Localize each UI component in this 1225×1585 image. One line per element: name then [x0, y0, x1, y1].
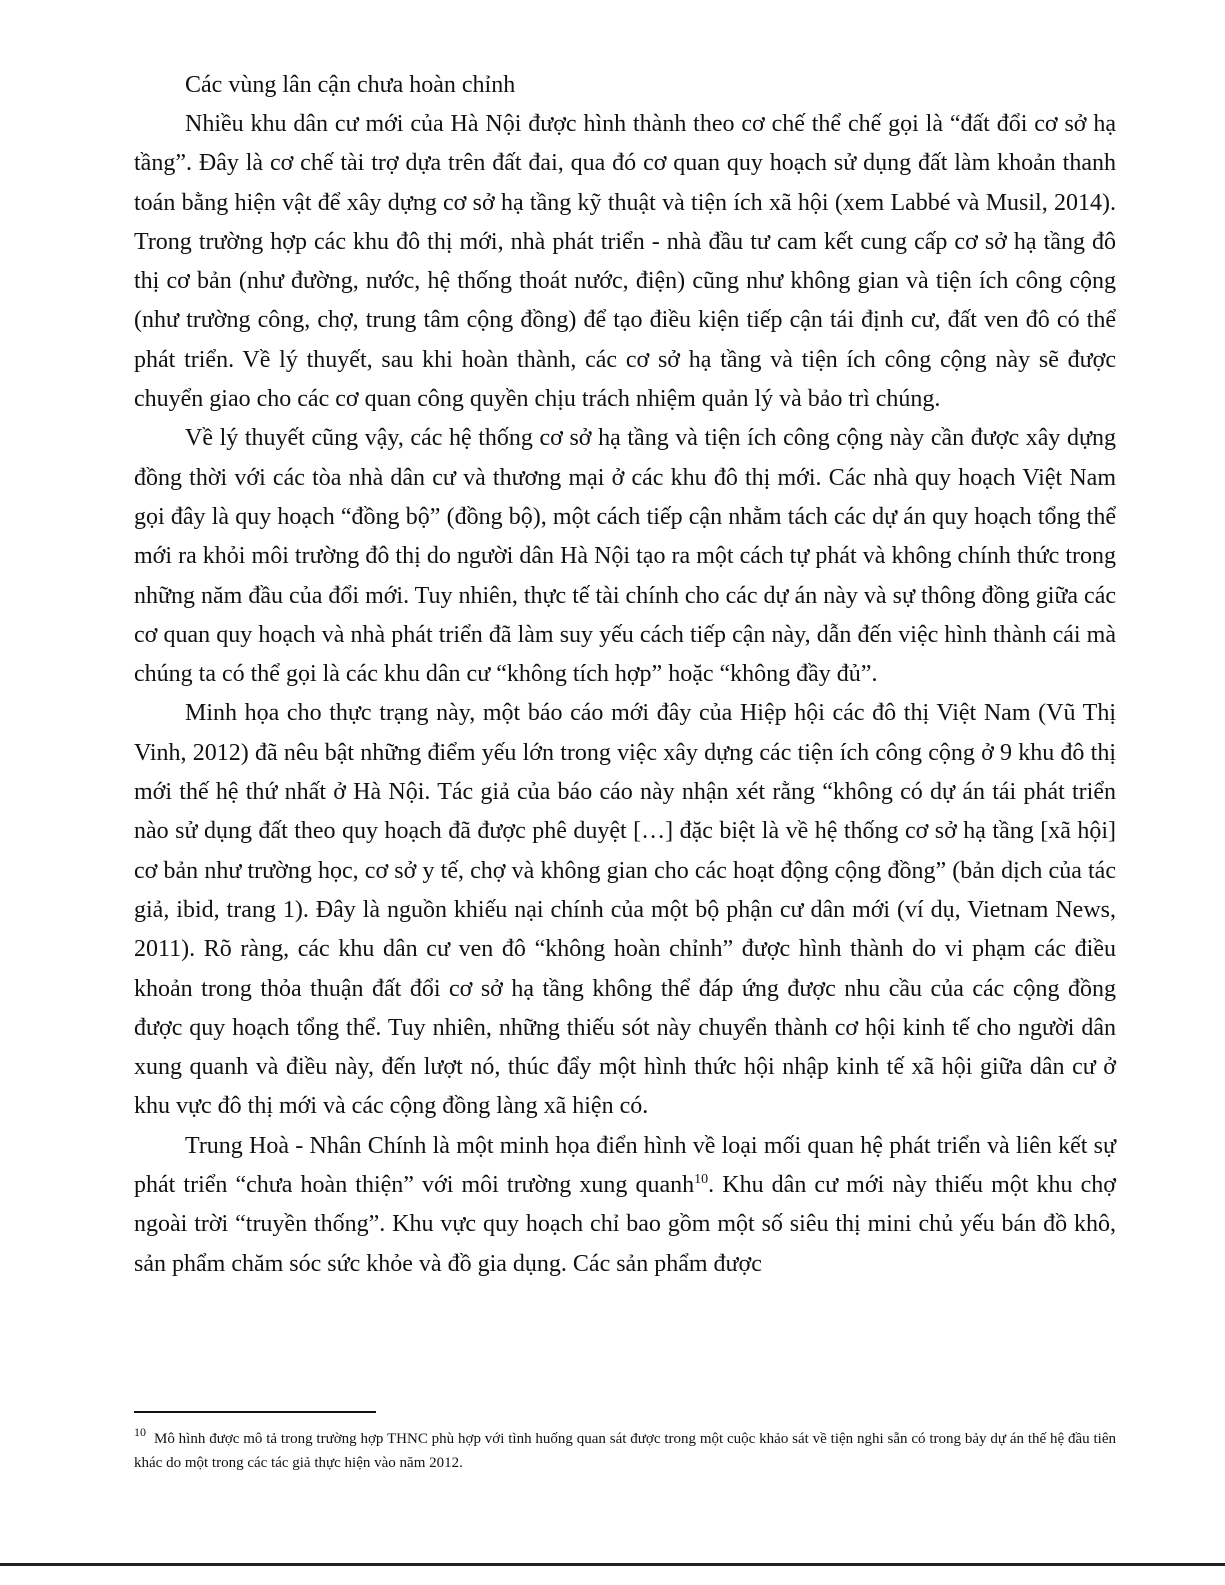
section-heading: Các vùng lân cận chưa hoàn chỉnh [185, 72, 516, 98]
paragraph-text-after-ref: . Khu dân cư mới này thiếu một khu chợ ngoài trời “truyền thống”. Khu vực quy hoạch chỉ bao gồm một số siêu thị mini chủ yếu bán đồ khô, sản phẩm chăm sóc sức khỏe và đồ gia dụng. Các sản phẩm được [134, 1172, 1117, 1277]
paragraph-text-before-ref: Trung Hoà - Nhân Chính là một minh họa điển hình về loại mối quan hệ phát triển và liên kết sự phát triển “chưa hoàn thiện” với môi trường xung quanh [134, 1132, 1116, 1199]
document-body [134, 66, 1116, 1284]
footnote-number: 10 [134, 1425, 146, 1439]
paragraph-trung-hoa-nhan-chinh [134, 1127, 1116, 1284]
footnote-separator [134, 1411, 376, 1413]
paragraph-land-for-infrastructure: Nhiều khu dân cư mới của Hà Nội được hình thành theo cơ chế thể chế gọi là “đất đổi cơ sở hạ tầng”. Đây là cơ chế tài trợ dựa trên đất đai, qua đó cơ quan quy hoạch sử dụng đất làm khoản thanh toán bằng hiện vật để xây dựng cơ sở hạ tầng kỹ thuật và tiện ích xã hội (xem Labbé và Musil, 2014). Trong trường hợp các khu đô thị mới, nhà phát triển - nhà đầu tư cam kết cung cấp cơ sở hạ tầng đô thị cơ bản (như đường, nước, hệ thống thoát nước, điện) cũng như không gian và tiện ích công cộng (như trường công, chợ, trung tâm cộng đồng) để tạo điều kiện tiếp cận tái định cư, đất ven đô có thể phát triển. Về lý thuyết, sau khi hoàn thành, các cơ sở hạ tầng và tiện ích công cộng này sẽ được chuyển giao cho các cơ quan công quyền chịu trách nhiệm quản lý và bảo trì chúng. [134, 111, 1116, 413]
footnote-reference[interactable]: 10 [694, 1172, 709, 1188]
footnote-text: Mô hình được mô tả trong trường hợp THNC phù hợp với tình huống quan sát được trong một cuộc khảo sát về tiện nghi sẵn có trong bảy dự án thế hệ đầu tiên khác do một trong các tác giả thực hiện vào năm 2012. [134, 1431, 1116, 1471]
page-bottom-border [0, 1563, 1225, 1566]
paragraph-association-report: Minh họa cho thực trạng này, một báo cáo mới đây của Hiệp hội các đô thị Việt Nam (Vũ Thị Vinh, 2012) đã nêu bật những điểm yếu lớn trong việc xây dựng các tiện ích công cộng ở 9 khu đô thị mới thế hệ thứ nhất ở Hà Nội. Tác giả của báo cáo này nhận xét rằng “không có dự án tái phát triển nào sử dụng đất theo quy hoạch đã được phê duyệt […] đặc biệt là về hệ thống cơ sở hạ tầng [xã hội] cơ bản như trường học, cơ sở y tế, chợ và không gian cho các hoạt động cộng đồng” (bản dịch của tác giả, ibid, trang 1). Đây là nguồn khiếu nại chính của một bộ phận cư dân mới (ví dụ, Vietnam News, 2011). Rõ ràng, các khu dân cư ven đô “không hoàn chỉnh” được hình thành do vi phạm các điều khoản trong thỏa thuận đất đổi cơ sở hạ tầng không thể đáp ứng được nhu cầu của các cộng đồng được quy hoạch tổng thể. Tuy nhiên, những thiếu sót này chuyển thành cơ hội kinh tế cho người dân xung quanh và điều này, đến lượt nó, thúc đẩy một hình thức hội nhập kinh tế xã hội giữa dân cư ở khu vực đô thị mới và các cộng đồng làng xã hiện có. [134, 700, 1116, 1120]
paragraph-synchronous-planning: Về lý thuyết cũng vậy, các hệ thống cơ sở hạ tầng và tiện ích công cộng này cần được xây dựng đồng thời với các tòa nhà dân cư và thương mại ở các khu đô thị mới. Các nhà quy hoạch Việt Nam gọi đây là quy hoạch “đồng bộ” (đồng bộ), một cách tiếp cận nhằm tách các dự án quy hoạch tổng thể mới ra khỏi môi trường đô thị do người dân Hà Nội tạo ra một cách tự phát và không chính thức trong những năm đầu của đổi mới. Tuy nhiên, thực tế tài chính cho các dự án này và sự thông đồng giữa các cơ quan quy hoạch và nhà phát triển đã làm suy yếu cách tiếp cận này, dẫn đến việc hình thành cái mà chúng ta có thể gọi là các khu dân cư “không tích hợp” hoặc “không đầy đủ”. [134, 425, 1116, 688]
footnote [134, 1420, 1116, 1475]
